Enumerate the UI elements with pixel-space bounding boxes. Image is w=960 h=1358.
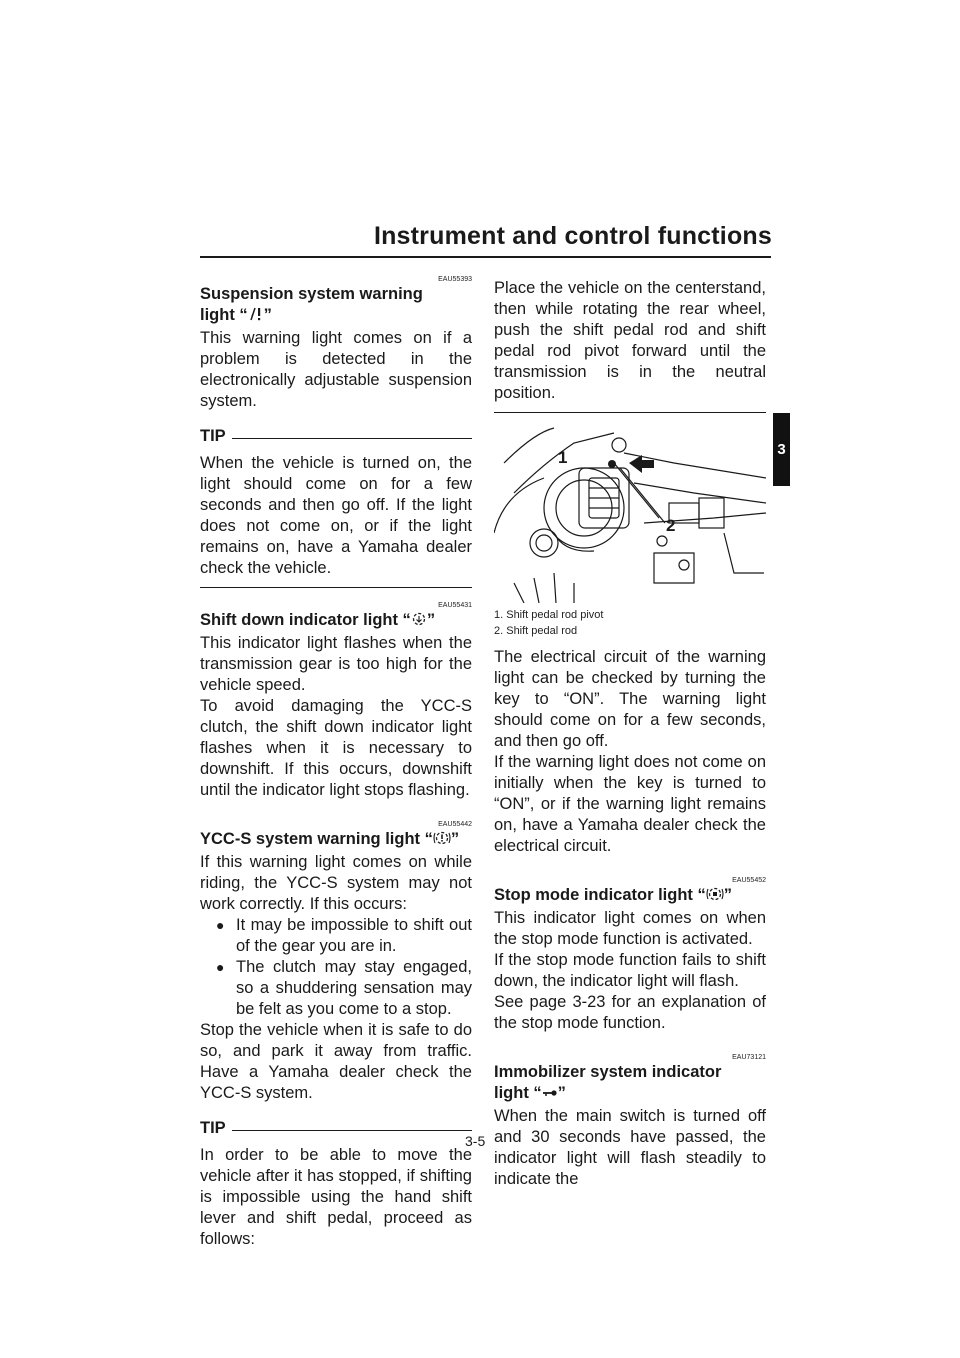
paragraph: To avoid damaging the YCC-S clutch, the shift down indicator light flashes when it is necessary to downshift. If this occurs, downshift until the indicator light stops flashing. bbox=[200, 697, 472, 799]
paragraph: If the warning light does not come on initially when the key is turned to “ON”, or if the warning light remains on, have a Yamaha dealer check the electrical circuit. bbox=[494, 753, 766, 855]
suspension-warning-icon bbox=[248, 306, 264, 328]
tip-end-rule bbox=[200, 587, 472, 588]
paragraph: The electrical circuit of the warning light can be checked by turning the key to “ON”. The warning light should come on for a few seconds, and then go off. bbox=[494, 648, 766, 750]
tip-paragraph: When the vehicle is turned on, the light should come on for a few seconds and then go off. If the light does not come on, or if the light remains on, have a Yamaha dealer check the vehicle. bbox=[200, 454, 472, 577]
paragraph: Place the vehicle on the centerstand, then while rotating the rear wheel, push the shift pedal rod and shift pedal rod pivot forward until the transmission is in the neutral position. bbox=[494, 279, 766, 402]
paragraph: This warning light comes on if a problem is detected in the electronically adjustable suspension system. bbox=[200, 329, 472, 410]
section-heading-immobilizer: Immobilizer system indicator light “ ” bbox=[494, 1062, 766, 1106]
list-item: ● It may be impossible to shift out of the gear you are in. bbox=[216, 915, 472, 957]
callout-1: 1 bbox=[558, 448, 568, 467]
section-code: EAU55431 bbox=[438, 602, 472, 609]
section-code: EAU55393 bbox=[438, 276, 472, 283]
page-number: 3-5 bbox=[465, 1133, 486, 1149]
tip-heading: TIP bbox=[200, 1118, 472, 1139]
list-item: ● The clutch may stay engaged, so a shuddering sensation may be felt as you come to a stop. bbox=[216, 957, 472, 1020]
right-column bbox=[494, 278, 766, 1190]
header-rule bbox=[200, 256, 771, 258]
paragraph: This indicator light comes on when the stop mode function is activated. bbox=[494, 909, 766, 948]
section-code: EAU55442 bbox=[438, 821, 472, 828]
tip-paragraph: In order to be able to move the vehicle after it has stopped, if shifting is impossible using the hand shift lever and shift pedal, proceed as follows: bbox=[200, 1146, 472, 1248]
shift-pedal-figure bbox=[494, 423, 766, 603]
stop-mode-indicator-icon bbox=[706, 886, 724, 908]
shift-down-indicator-icon bbox=[411, 611, 427, 633]
left-column bbox=[200, 270, 472, 1250]
bullet-list bbox=[200, 915, 472, 1020]
paragraph: See page 3-23 for an explanation of the stop mode function. bbox=[494, 993, 766, 1032]
paragraph: This indicator light flashes when the transmission gear is too high for the vehicle speed. bbox=[200, 634, 472, 694]
yccs-warning-icon bbox=[433, 830, 451, 852]
paragraph: Stop the vehicle when it is safe to do so, and park it away from traffic. Have a Yamaha dealer check the YCC-S system. bbox=[200, 1021, 472, 1102]
immobilizer-key-icon bbox=[542, 1085, 558, 1106]
section-heading-yccs: YCC-S system warning light “ ” bbox=[200, 829, 472, 852]
section-heading-suspension: Suspension system warning light “ ” bbox=[200, 284, 472, 328]
section-heading-shift-down: Shift down indicator light “ ” bbox=[200, 610, 472, 633]
paragraph: If the stop mode function fails to shift down, the indicator light will flash. bbox=[494, 951, 766, 990]
tip-heading: TIP bbox=[200, 426, 472, 447]
paragraph: If this warning light comes on while riding, the YCC-S system may not work correctly. If this occurs: bbox=[200, 853, 472, 913]
callout-2: 2 bbox=[666, 516, 676, 535]
section-heading-stop-mode: Stop mode indicator light “ ” bbox=[494, 885, 766, 908]
shift-pedal-illustration bbox=[494, 423, 766, 603]
section-code: EAU73121 bbox=[732, 1054, 766, 1061]
figure-top-rule bbox=[494, 412, 766, 413]
chapter-tab: 3 bbox=[773, 413, 790, 486]
figure-caption: 1. Shift pedal rod pivot 2. Shift pedal rod bbox=[494, 609, 604, 637]
paragraph: When the main switch is turned off and 30 seconds have passed, the indicator light will flash steadily to indicate the bbox=[494, 1107, 766, 1188]
page-header-title: Instrument and control functions bbox=[373, 222, 772, 250]
section-code: EAU55452 bbox=[732, 877, 766, 884]
